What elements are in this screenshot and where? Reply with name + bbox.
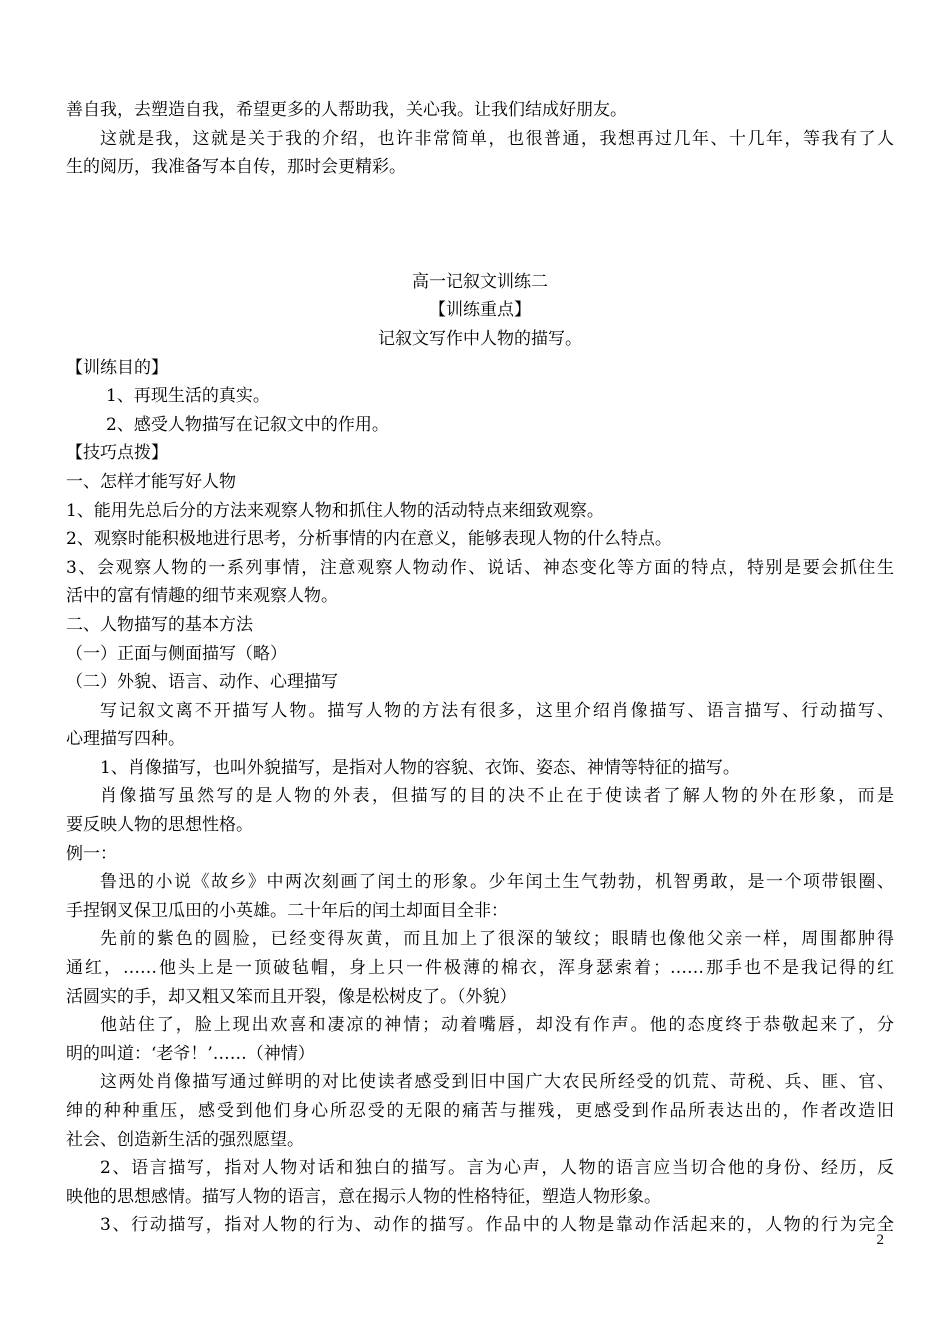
- section-gap: [66, 182, 894, 268]
- subheading-2: 二、人物描写的基本方法: [66, 614, 253, 635]
- paragraph-line: 绅的种种重压，感受到他们身心所忍受的无限的痛苦与摧残，更感受到作品所表达出的，作者改造旧: [66, 1101, 894, 1121]
- heading-tips: 【技巧点拨】: [66, 443, 168, 464]
- document-page: [66, 96, 894, 1240]
- method-2: （二）外貌、语言、动作、心理描写: [66, 672, 338, 693]
- paragraph-line: 1、肖像描写，也叫外貌描写，是指对人物的容貌、衣饰、姿态、神情等特征的描写。: [100, 757, 740, 778]
- paragraph-line: 心理描写四种。: [66, 729, 185, 750]
- intro-line-3: 生的阅历，我准备写本自传，那时会更精彩。: [66, 157, 406, 178]
- purpose-item-2: 2、感受人物描写在记叙文中的作用。: [106, 414, 389, 435]
- example-label: 例一：: [66, 843, 117, 864]
- tip-item-3-cont: 活中的富有情趣的细节来观察人物。: [66, 586, 338, 607]
- intro-line-2: 这就是我，这就是关于我的介绍，也许非常简单，也很普通，我想再过几年、十几年，等我有了人: [100, 128, 894, 149]
- paragraph-line: 鲁迅的小说《故乡》中两次刻画了闰土的形象。少年闰土生气勃勃，机智勇敢，是一个项带银圈、: [100, 872, 894, 893]
- page-number: 2: [876, 1232, 884, 1248]
- purpose-item-1: 1、再现生活的真实。: [106, 386, 270, 407]
- paragraph-line: 这两处肖像描写通过鲜明的对比使读者感受到旧中国广大农民所经受的饥荒、苛税、兵、匪、官、: [100, 1072, 894, 1093]
- heading-purpose: 【训练目的】: [66, 357, 168, 378]
- paragraph-line: 2、语言描写，指对人物对话和独白的描写。言为心声，人物的语言应当切合他的身份、经历，反: [100, 1158, 894, 1179]
- section-title: 高一记叙文训练二: [412, 271, 548, 292]
- focus-text: 记叙文写作中人物的描写。: [378, 328, 582, 349]
- paragraph-line: 社会、创造新生活的强烈愿望。: [66, 1129, 304, 1150]
- quote-line: 活圆实的手，却又粗又笨而且开裂，像是松树皮了。（外貌）: [66, 986, 517, 1007]
- focus-label: 【训练重点】: [429, 300, 531, 321]
- subheading-1: 一、怎样才能写好人物: [66, 471, 236, 492]
- paragraph-line: 要反映人物的思想性格。: [66, 815, 253, 836]
- tip-item-2: 2、观察时能积极地进行思考，分析事情的内在意义，能够表现人物的什么特点。: [66, 529, 672, 550]
- paragraph-line: 手捏钢叉保卫瓜田的小英雄。二十年后的闰土却面目全非：: [66, 900, 508, 921]
- tip-item-3: 3、会观察人物的一系列事情，注意观察人物动作、说话、神态变化等方面的特点，特别是要会抓住生: [66, 557, 894, 578]
- paragraph-line: 肖像描写虽然写的是人物的外表，但描写的目的决不止在于使读者了解人物的外在形象，而是: [100, 786, 894, 807]
- paragraph-line: 3、行动描写，指对人物的行为、动作的描写。作品中的人物是靠动作活起来的，人物的行为完全: [100, 1215, 894, 1236]
- paragraph-line: 写记叙文离不开描写人物。描写人物的方法有很多，这里介绍肖像描写、语言描写、行动描写、: [100, 700, 894, 721]
- quote-line: 先前的紫色的圆脸，已经变得灰黄，而且加上了很深的皱纹；眼睛也像他父亲一样，周围都肿得: [100, 929, 894, 950]
- paragraph-line: 映他的思想感情。描写人物的语言，意在揭示人物的性格特征，塑造人物形象。: [66, 1186, 661, 1207]
- method-1: （一）正面与侧面描写（略）: [66, 643, 287, 664]
- intro-line-1: 善自我，去塑造自我，希望更多的人帮助我，关心我。让我们结成好朋友。: [66, 100, 627, 120]
- quote-line: 明的叫道：‘老爷！’……（神情）: [66, 1043, 315, 1064]
- tip-item-1: 1、能用先总后分的方法来观察人物和抓住人物的活动特点来细致观察。: [66, 500, 604, 521]
- quote-line: 他站住了，脸上现出欢喜和凄凉的神情；动着嘴唇，却没有作声。他的态度终于恭敬起来了，分: [100, 1015, 894, 1036]
- quote-line: 通红，……他头上是一顶破毡帽，身上只一件极薄的棉衣，浑身瑟索着；……那手也不是我记得的红: [66, 958, 894, 979]
